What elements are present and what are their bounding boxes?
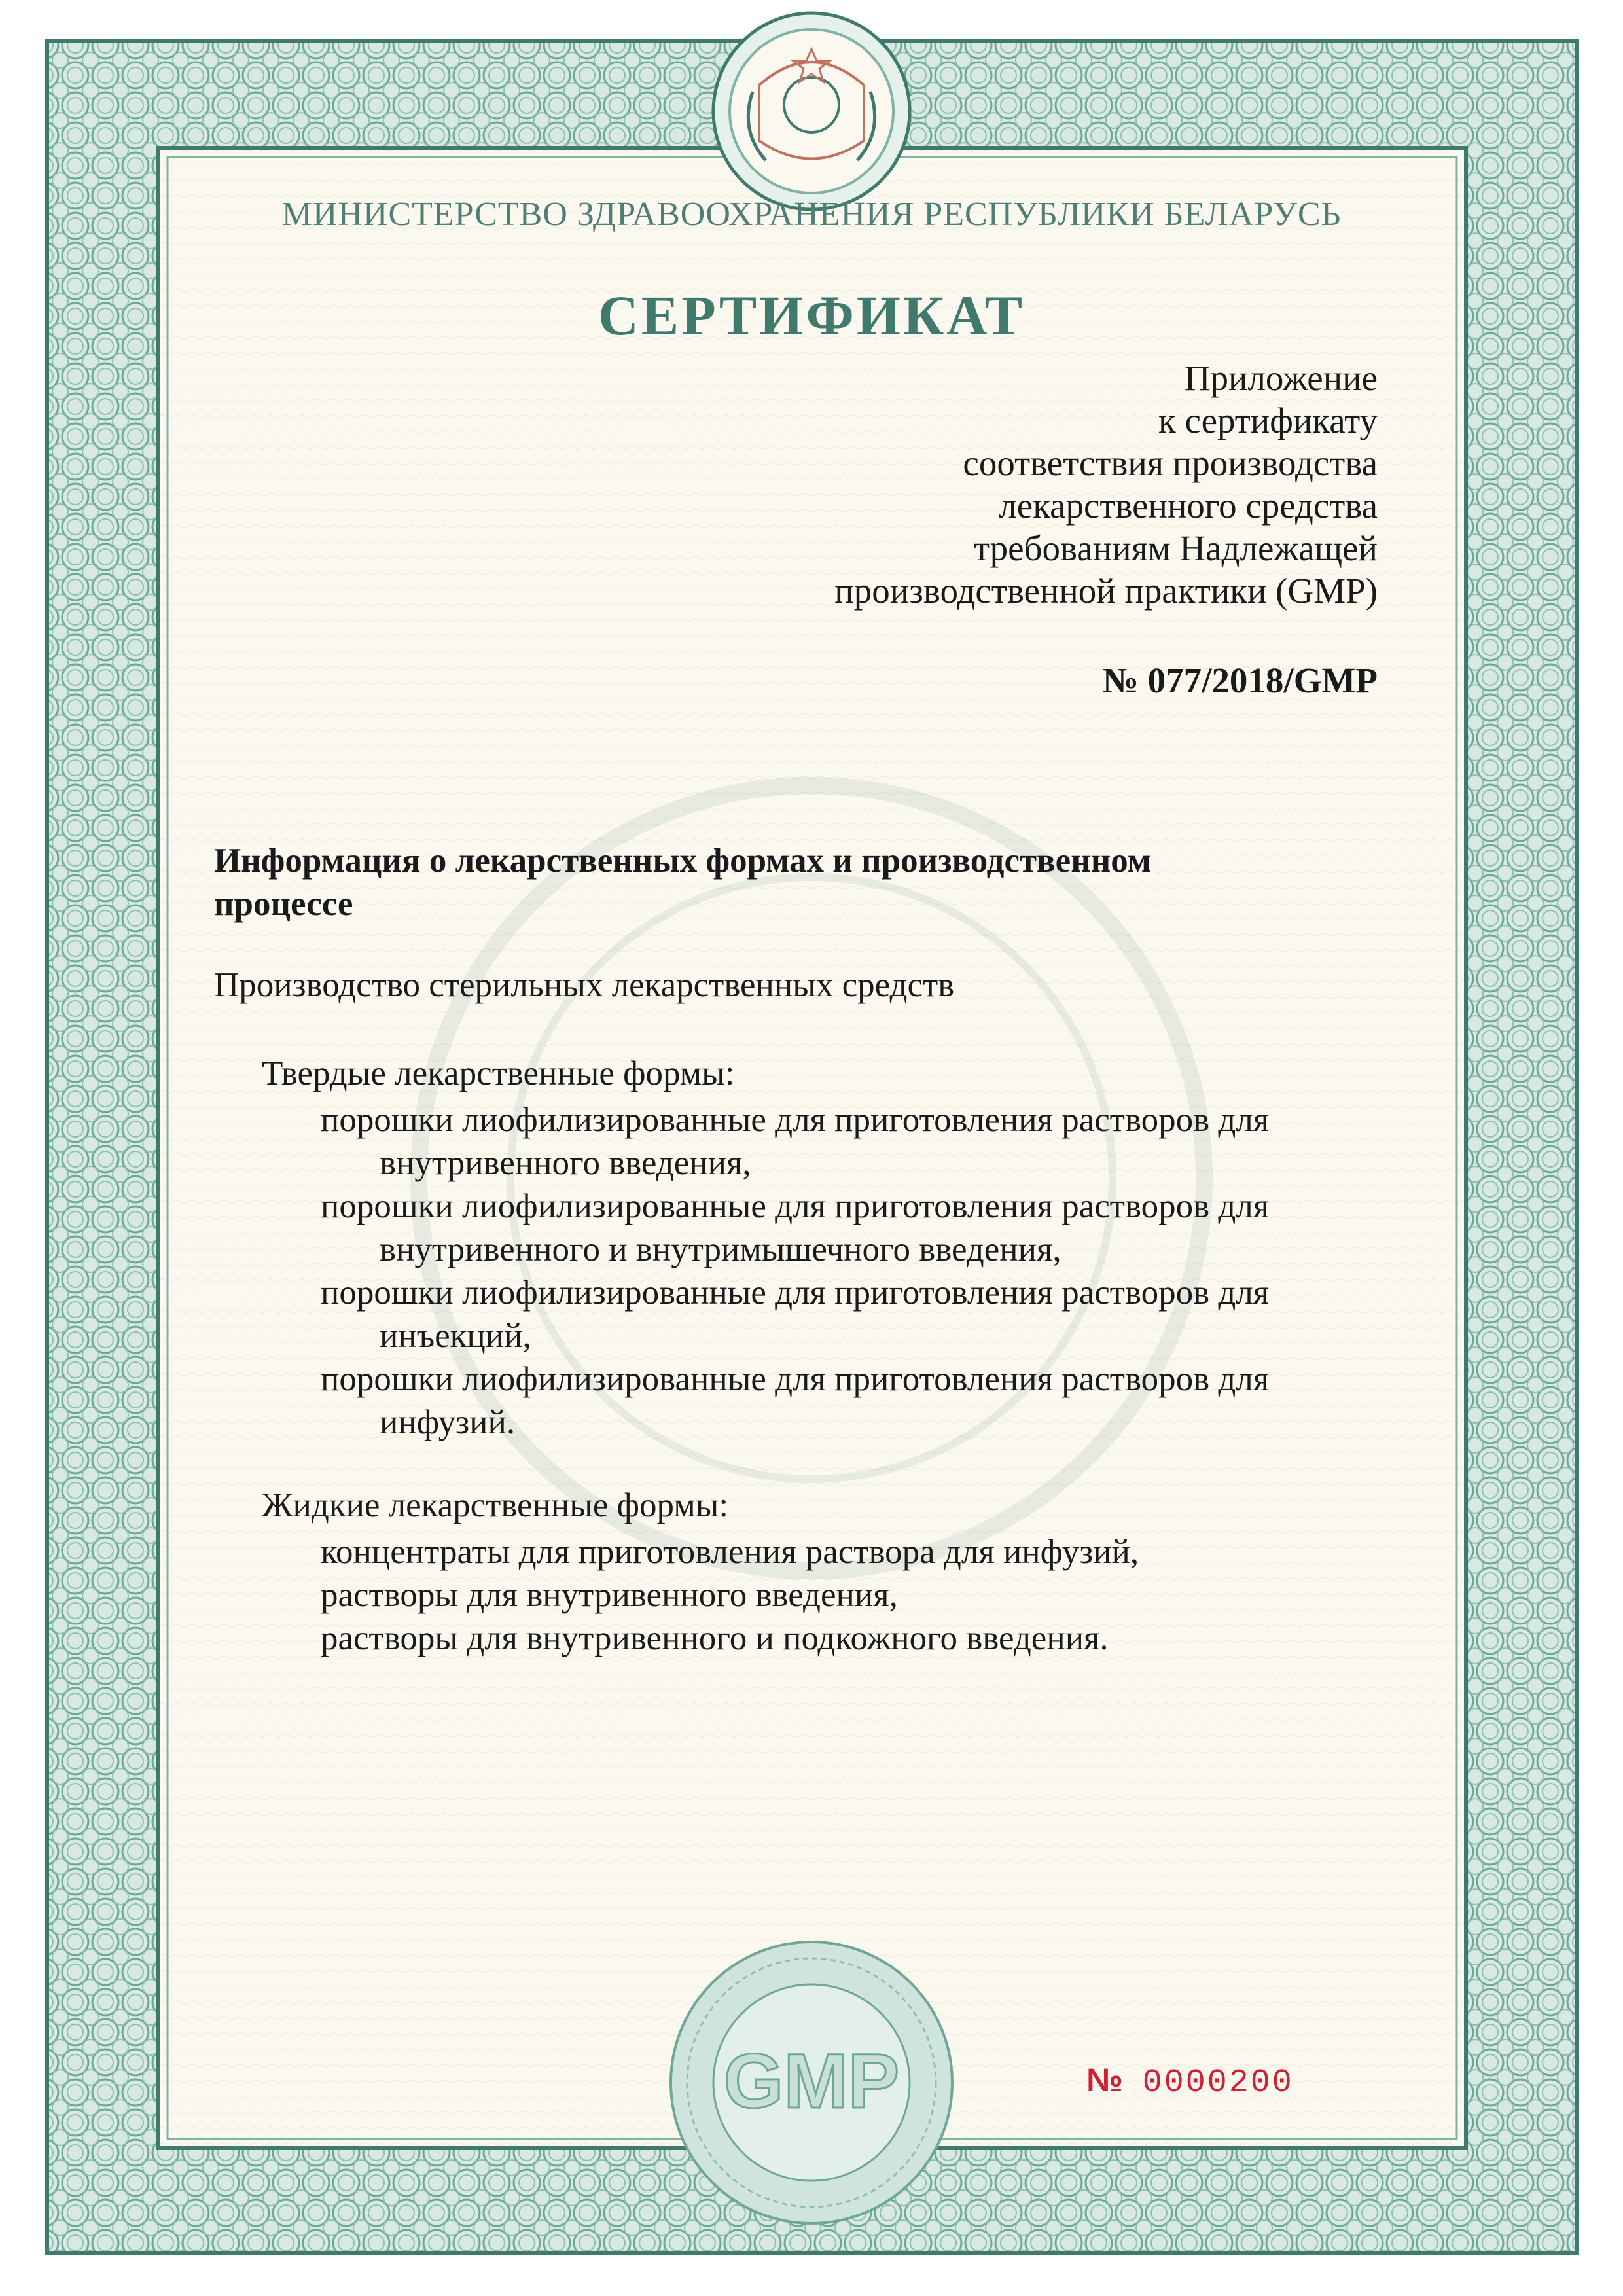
solid-form-item bbox=[321, 1098, 1269, 1185]
section-title-line: процессе bbox=[214, 885, 353, 923]
production-type: Производство стерильных лекарственных средств bbox=[214, 966, 955, 1004]
section-title-line: Информация о лекарственных формах и производственном bbox=[214, 842, 1151, 880]
liquid-form-item: концентраты для приготовления раствора для инфузий, bbox=[321, 1533, 1139, 1571]
solid-form-item bbox=[321, 1271, 1269, 1357]
item-line: внутривенного введения, bbox=[380, 1144, 751, 1182]
item-line: инъекций, bbox=[380, 1317, 531, 1355]
number-sign: № bbox=[1086, 2062, 1123, 2098]
appendix-line: к сертификату bbox=[1158, 401, 1378, 440]
appendix-line: соответствия производства bbox=[963, 443, 1378, 483]
item-line: порошки лиофилизированные для приготовления растворов для bbox=[321, 1360, 1270, 1398]
item-line: порошки лиофилизированные для приготовления растворов для bbox=[321, 1187, 1270, 1225]
appendix-block bbox=[834, 357, 1378, 612]
serial-number bbox=[1086, 2061, 1294, 2102]
appendix-line: производственной практики (GMP) bbox=[834, 571, 1378, 611]
appendix-line: Приложение bbox=[1184, 358, 1378, 398]
item-line: инфузий. bbox=[380, 1403, 516, 1441]
solid-form-item bbox=[321, 1357, 1269, 1444]
item-line: порошки лиофилизированные для приготовления растворов для bbox=[321, 1101, 1270, 1139]
document-title: СЕРТИФИКАТ bbox=[597, 284, 1026, 347]
ministry-name: МИНИСТЕРСТВО ЗДРАВООХРАНЕНИЯ РЕСПУБЛИКИ БЕЛАРУСЬ bbox=[281, 196, 1342, 233]
appendix-line: лекарственного средства bbox=[999, 486, 1378, 526]
solid-forms-heading: Твердые лекарственные формы: bbox=[262, 1054, 735, 1092]
liquid-form-item: растворы для внутривенного введения, bbox=[321, 1576, 898, 1614]
certificate-number: № 077/2018/GMP bbox=[1102, 660, 1378, 700]
item-line: внутривенного и внутримышечного введения, bbox=[380, 1230, 1061, 1268]
serial-digits: 0000200 bbox=[1142, 2064, 1294, 2102]
gmp-emblem-text: GMP bbox=[723, 2038, 900, 2125]
appendix-line: требованиям Надлежащей bbox=[973, 528, 1378, 568]
solid-form-item bbox=[321, 1185, 1269, 1271]
liquid-form-item: растворы для внутривенного и подкожного введения. bbox=[321, 1619, 1109, 1657]
coat-of-arms-emblem bbox=[713, 13, 910, 209]
item-line: порошки лиофилизированные для приготовления растворов для bbox=[321, 1274, 1270, 1312]
section-title bbox=[214, 839, 1151, 925]
liquid-forms-heading: Жидкие лекарственные формы: bbox=[262, 1486, 729, 1524]
